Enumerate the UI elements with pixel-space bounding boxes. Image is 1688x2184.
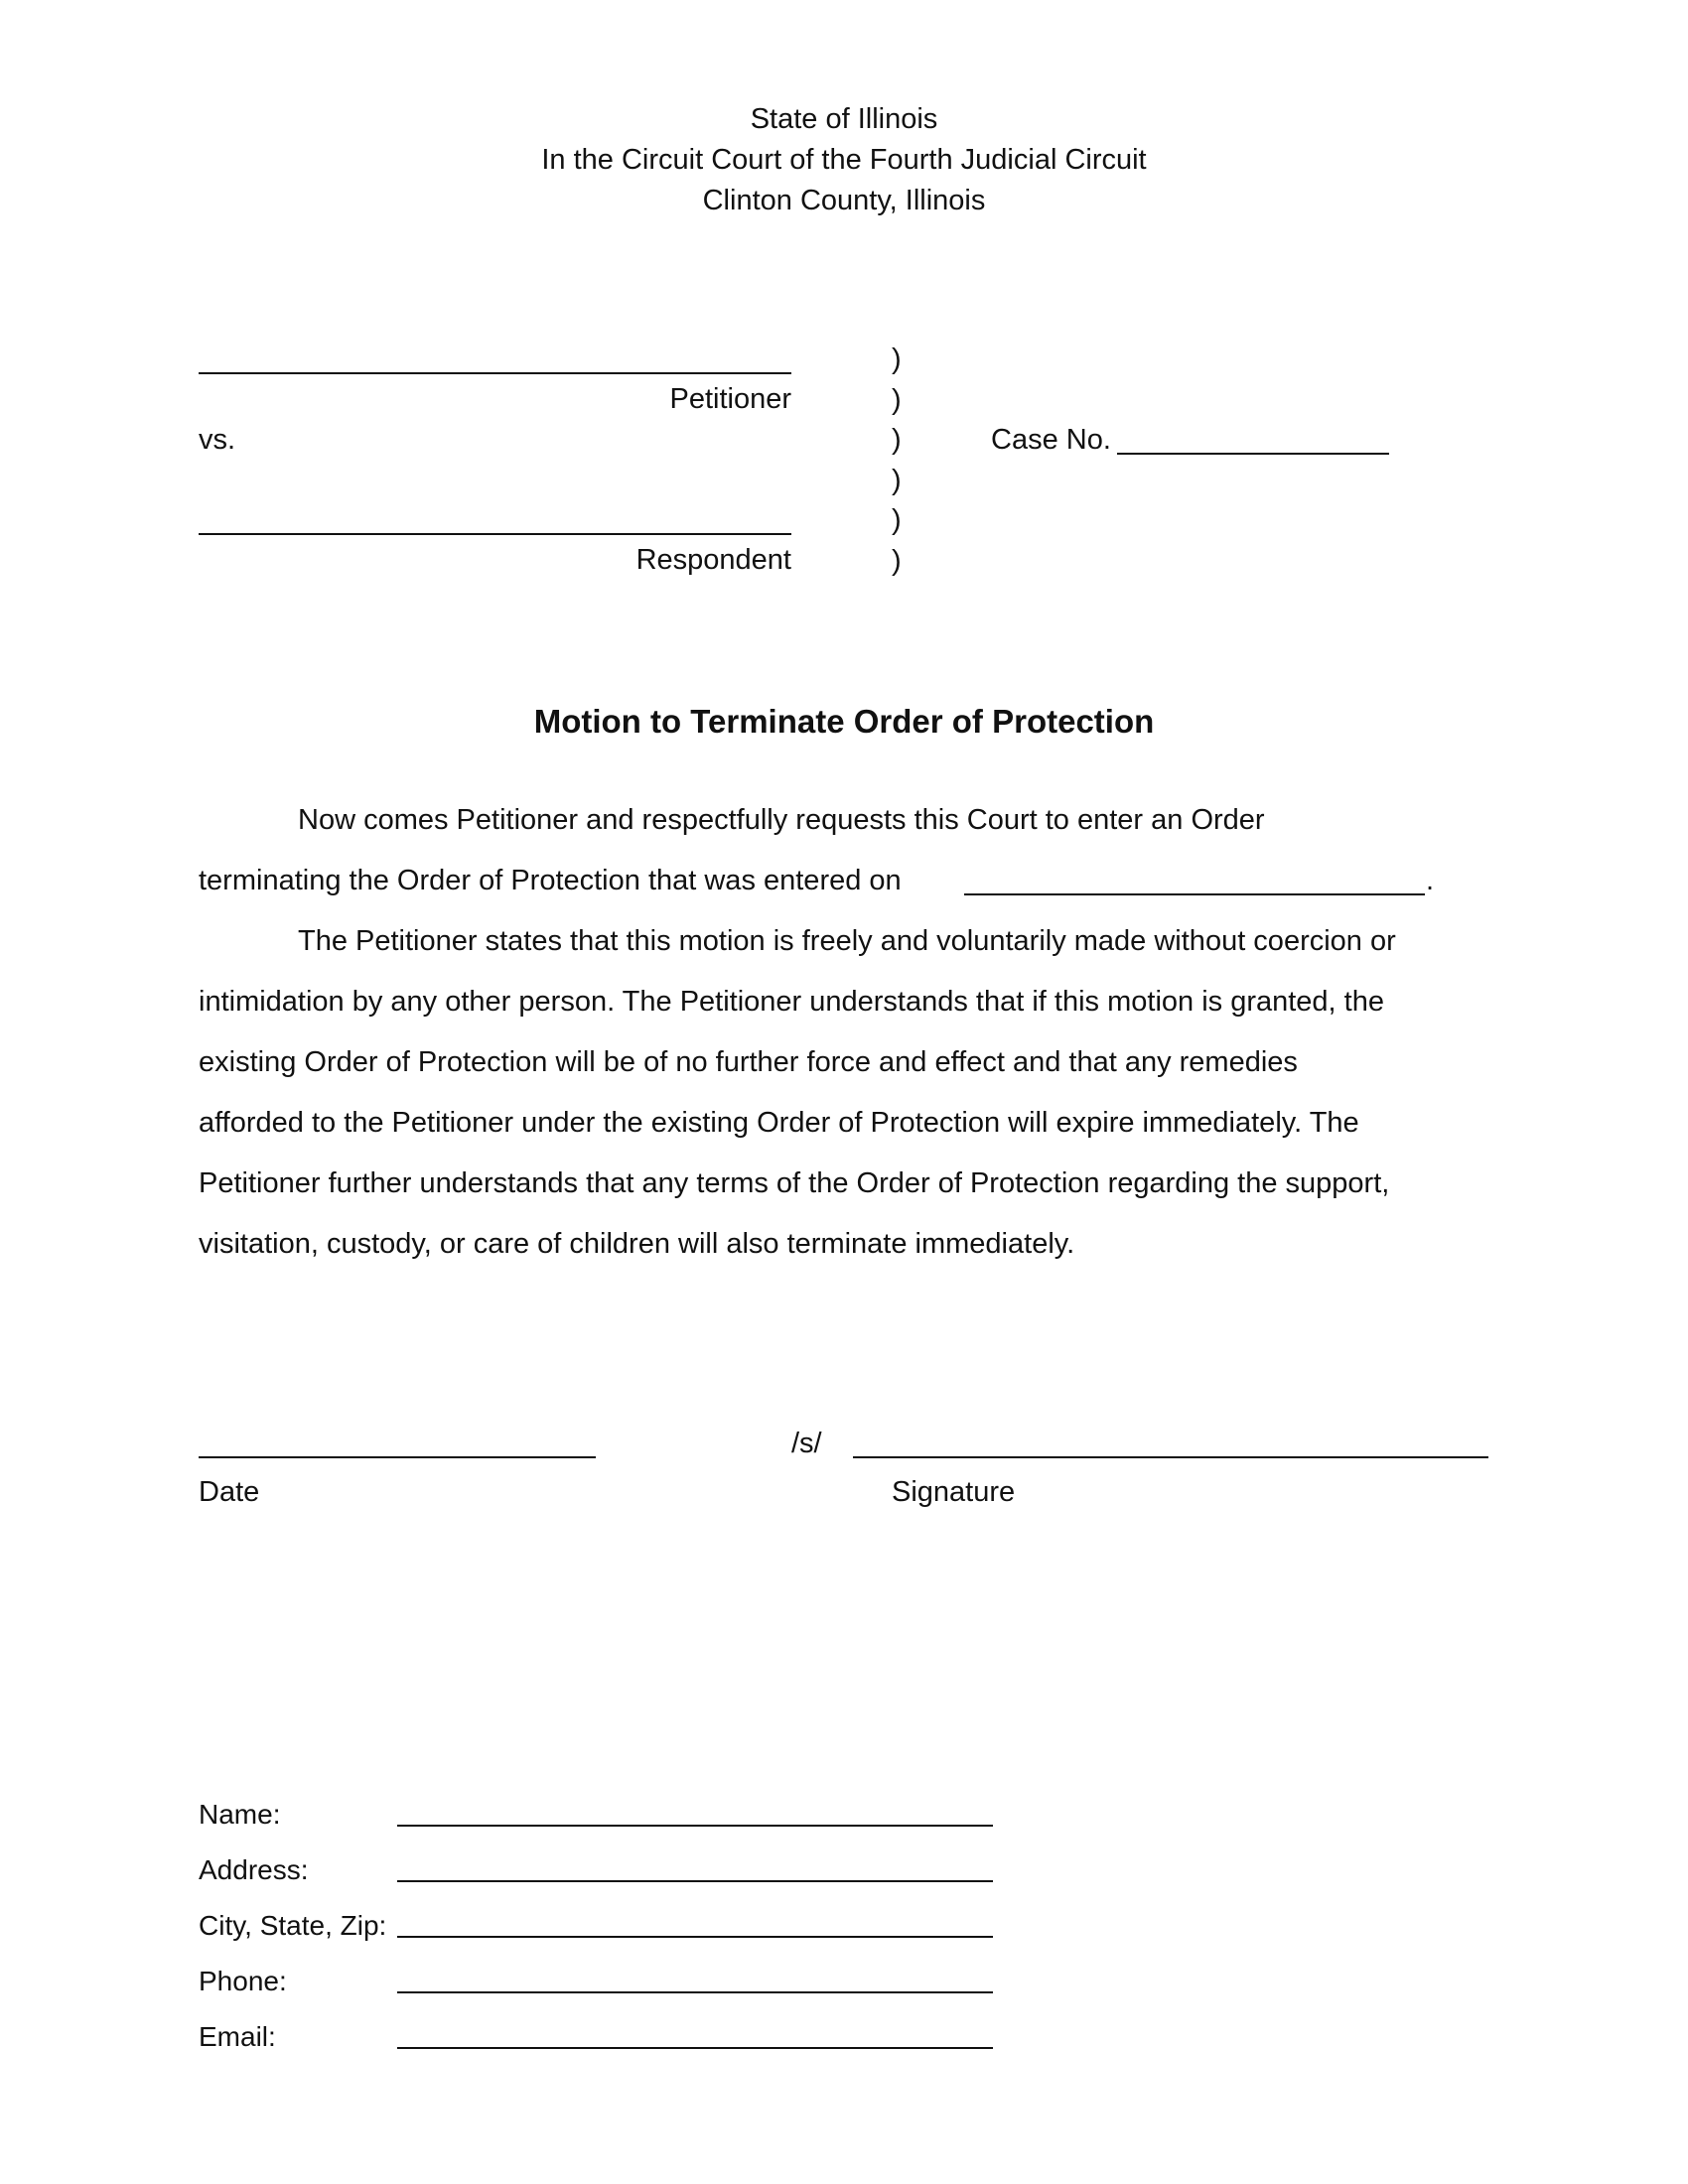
address-line[interactable] — [397, 1880, 993, 1882]
body-period: . — [1426, 865, 1435, 896]
date-line[interactable] — [199, 1456, 596, 1458]
email-label: Email: — [199, 2021, 276, 2052]
address-label: Address: — [199, 1854, 309, 1885]
name-line[interactable] — [397, 1825, 993, 1827]
signature-label: Signature — [892, 1476, 1016, 1508]
petitioner-label: Petitioner — [669, 383, 791, 415]
caption-paren: ) — [892, 504, 902, 536]
body-line: afforded to the Petitioner under the existing Order of Protection will expire immediately. The — [199, 1107, 1359, 1139]
body-line: The Petitioner states that this motion is freely and voluntarily made without coercion or — [298, 925, 1396, 957]
caption-paren: ) — [892, 384, 902, 416]
order-date-line[interactable] — [964, 893, 1425, 895]
body-line: intimidation by any other person. The Petitioner understands that if this motion is granted, the — [199, 986, 1384, 1018]
case-no-label: Case No. — [991, 424, 1111, 456]
name-label: Name: — [199, 1799, 281, 1830]
header-county: Clinton County, Illinois — [702, 185, 986, 216]
caption-paren: ) — [892, 343, 902, 375]
header-court: In the Circuit Court of the Fourth Judicial Circuit — [541, 144, 1147, 176]
caption-paren: ) — [892, 424, 902, 456]
signature-line[interactable] — [853, 1456, 1488, 1458]
phone-line[interactable] — [397, 1991, 993, 1993]
respondent-label: Respondent — [635, 544, 791, 576]
body-line: existing Order of Protection will be of no further force and effect and that any remedies — [199, 1046, 1298, 1078]
date-label: Date — [199, 1476, 260, 1508]
body-line: Now comes Petitioner and respectfully requests this Court to enter an Order — [298, 804, 1265, 836]
respondent-name-line[interactable] — [199, 533, 791, 535]
document-title: Motion to Terminate Order of Protection — [533, 703, 1155, 740]
caption-paren: ) — [892, 545, 902, 577]
city-state-zip-label: City, State, Zip: — [199, 1910, 387, 1941]
case-no-line[interactable] — [1117, 453, 1389, 455]
body-line: visitation, custody, or care of children will also terminate immediately. — [199, 1228, 1075, 1260]
body-line: terminating the Order of Protection that was entered on — [199, 865, 902, 896]
email-line[interactable] — [397, 2047, 993, 2049]
phone-label: Phone: — [199, 1966, 287, 1996]
caption-paren: ) — [892, 465, 902, 496]
city-state-zip-line[interactable] — [397, 1936, 993, 1938]
signature-mark: /s/ — [791, 1428, 822, 1459]
petitioner-name-line[interactable] — [199, 372, 791, 374]
body-line: Petitioner further understands that any terms of the Order of Protection regarding the support, — [199, 1167, 1390, 1199]
vs-label: vs. — [199, 424, 236, 456]
header-state: State of Illinois — [750, 103, 938, 135]
